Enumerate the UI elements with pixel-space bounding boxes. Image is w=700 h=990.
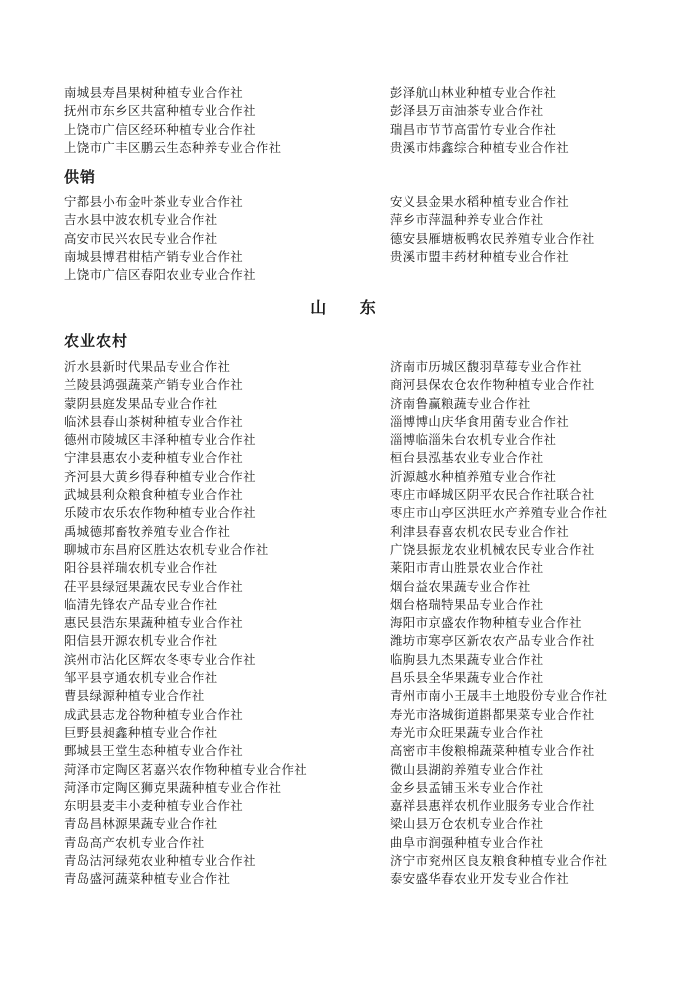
- cooperative-name: 寿光市洛城街道斟都果菜专业合作社: [390, 706, 595, 722]
- cooperative-name: 烟台益农果蔬专业合作社: [390, 578, 531, 594]
- cooperative-name: 莱阳市青山胜景农业合作社: [390, 560, 544, 576]
- cooperative-name: 阳谷县祥瑞农机专业合作社: [64, 560, 218, 576]
- cooperative-name: 彭泽航山林业种植专业合作社: [390, 85, 557, 100]
- cooperative-name: 武城县利众粮食种植专业合作社: [64, 487, 244, 503]
- cooperative-name: 广饶县振龙农业机械农民专业合作社: [390, 541, 595, 557]
- cooperative-name: 济宁市兖州区良友粮食种植专业合作社: [390, 853, 608, 869]
- cooperative-name: 滨州市沾化区辉农冬枣专业合作社: [64, 651, 256, 667]
- cooperative-name: 枣庄市山亭区洪旺水产养殖专业合作社: [390, 505, 608, 521]
- cooperative-name: 商河县保农仓农作物种植专业合作社: [390, 377, 595, 393]
- cooperative-name: 沂水县新时代果品专业合作社: [64, 359, 231, 374]
- cooperative-name: 寿光市众旺果蔬专业合作社: [390, 724, 544, 740]
- cooperative-name: 济南市历城区馥羽草莓专业合作社: [390, 359, 582, 374]
- cooperative-name: 临清先锋农产品专业合作社: [64, 596, 218, 612]
- cooperative-name: 茌平县绿冠果蔬农民专业合作社: [64, 578, 244, 594]
- cooperative-name: 菏泽市定陶区狮克果蔬种植专业合作社: [64, 779, 282, 795]
- top-right-column: [390, 84, 680, 157]
- top-left-column: [64, 84, 384, 157]
- cooperative-name: 鄄城县王堂生态种植专业合作社: [64, 743, 244, 759]
- cooperative-name: 潍坊市寒亭区新农农产品专业合作社: [390, 633, 595, 649]
- supply-right-column: [390, 193, 680, 266]
- section-heading-agriculture: 农业农村: [64, 332, 129, 350]
- cooperative-name: 青岛沽河绿苑农业种植专业合作社: [64, 853, 256, 869]
- cooperative-name: 上饶市广信区经环种植专业合作社: [64, 121, 256, 137]
- cooperative-name: 禹城德邦畜牧养殖专业合作社: [64, 523, 231, 539]
- cooperative-name: 贵溪市炜鑫综合种植专业合作社: [390, 139, 570, 155]
- cooperative-name: 青岛昌林源果蔬专业合作社: [64, 816, 218, 832]
- cooperative-name: 邹平县亨通农机专业合作社: [64, 670, 218, 686]
- cooperative-name: 青岛高产农机专业合作社: [64, 834, 205, 850]
- cooperative-name: 梁山县万仓农机专业合作社: [390, 816, 544, 832]
- cooperative-name: 烟台格瑞特果品专业合作社: [390, 596, 544, 612]
- cooperative-name: 菏泽市定陶区茗嘉兴农作物种植专业合作社: [64, 761, 308, 777]
- cooperative-name: 济南鲁赢粮蔬专业合作社: [390, 395, 531, 411]
- cooperative-name: 微山县湖韵养殖专业合作社: [390, 761, 544, 777]
- cooperative-name: 金乡县孟铺玉米专业合作社: [390, 779, 544, 795]
- cooperative-name: 乐陵市农乐农作物种植专业合作社: [64, 505, 256, 521]
- cooperative-name: 巨野县昶鑫种植专业合作社: [64, 724, 218, 740]
- cooperative-name: 兰陵县鸿强蔬菜产销专业合作社: [64, 377, 244, 393]
- cooperative-name: 海阳市京盛农作物种植专业合作社: [390, 615, 582, 631]
- cooperative-name: 东明县麦丰小麦种植专业合作社: [64, 798, 244, 814]
- cooperative-name: 利津县春喜农机农民专业合作社: [390, 523, 570, 539]
- cooperative-name: 宁都县小布金叶茶业专业合作社: [64, 194, 244, 209]
- cooperative-name: 齐河县大黄乡得春种植专业合作社: [64, 468, 256, 484]
- cooperative-name: 阳信县开源农机专业合作社: [64, 633, 218, 649]
- cooperative-name: 青州市南小王晟丰土地股份专业合作社: [390, 688, 608, 704]
- cooperative-name: 萍乡市萍温种养专业合作社: [390, 212, 544, 228]
- province-title: 山 东: [310, 298, 390, 317]
- cooperative-name: 上饶市广信区春阳农业专业合作社: [64, 267, 256, 283]
- cooperative-name: 沂源越水种植养殖专业合作社: [390, 468, 557, 484]
- cooperative-name: 德州市陵城区丰泽种植专业合作社: [64, 432, 256, 448]
- supply-left-column: [64, 193, 384, 284]
- cooperative-name: 德安县雁塘板鸭农民养殖专业合作社: [390, 230, 595, 246]
- cooperative-name: 宁津县惠农小麦种植专业合作社: [64, 450, 244, 466]
- cooperative-name: 高密市丰俊粮棉蔬菜种植专业合作社: [390, 743, 595, 759]
- cooperative-name: 吉水县中波农机专业合作社: [64, 212, 218, 228]
- cooperative-name: 南城县博君柑桔产销专业合作社: [64, 248, 244, 264]
- cooperative-name: 临沭县春山茶树种植专业合作社: [64, 413, 244, 429]
- cooperative-name: 蒙阴县庭发果品专业合作社: [64, 395, 218, 411]
- cooperative-name: 桓台县泓基农业专业合作社: [390, 450, 544, 466]
- cooperative-name: 成武县志龙谷物种植专业合作社: [64, 706, 244, 722]
- cooperative-name: 贵溪市盟丰药材种植专业合作社: [390, 248, 570, 264]
- cooperative-name: 曲阜市润强种植专业合作社: [390, 834, 544, 850]
- cooperative-name: 惠民县浩东果蔬种植专业合作社: [64, 615, 244, 631]
- cooperative-name: 南城县寿昌果树种植专业合作社: [64, 85, 244, 100]
- cooperative-name: 枣庄市峄城区阴平农民合作社联合社: [390, 487, 595, 503]
- agriculture-left-column: [64, 358, 384, 889]
- cooperative-name: 安义县金果水稻种植专业合作社: [390, 194, 570, 209]
- cooperative-name: 高安市民兴农民专业合作社: [64, 230, 218, 246]
- cooperative-name: 曹县绿源种植专业合作社: [64, 688, 205, 704]
- cooperative-name: 淄博博山庆华食用菌专业合作社: [390, 413, 570, 429]
- cooperative-name: 瑞昌市节节高雷竹专业合作社: [390, 121, 557, 137]
- cooperative-name: 临朐县九杰果蔬专业合作社: [390, 651, 544, 667]
- cooperative-name: 彭泽县万亩油茶专业合作社: [390, 103, 544, 119]
- cooperative-name: 抚州市东乡区共富种植专业合作社: [64, 103, 256, 119]
- cooperative-name: 泰安盛华春农业开发专业合作社: [390, 871, 570, 887]
- cooperative-name: 聊城市东昌府区胜达农机专业合作社: [64, 541, 269, 557]
- cooperative-name: 上饶市广丰区鹏云生态种养专业合作社: [64, 139, 282, 155]
- section-heading-supply: 供销: [64, 168, 97, 186]
- cooperative-name: 青岛盛河蔬菜种植专业合作社: [64, 871, 231, 887]
- cooperative-name: 嘉祥县惠祥农机作业服务专业合作社: [390, 798, 595, 814]
- cooperative-name: 昌乐县全华果蔬专业合作社: [390, 670, 544, 686]
- cooperative-name: 淄博临淄朱台农机专业合作社: [390, 432, 557, 448]
- agriculture-right-column: [390, 358, 680, 889]
